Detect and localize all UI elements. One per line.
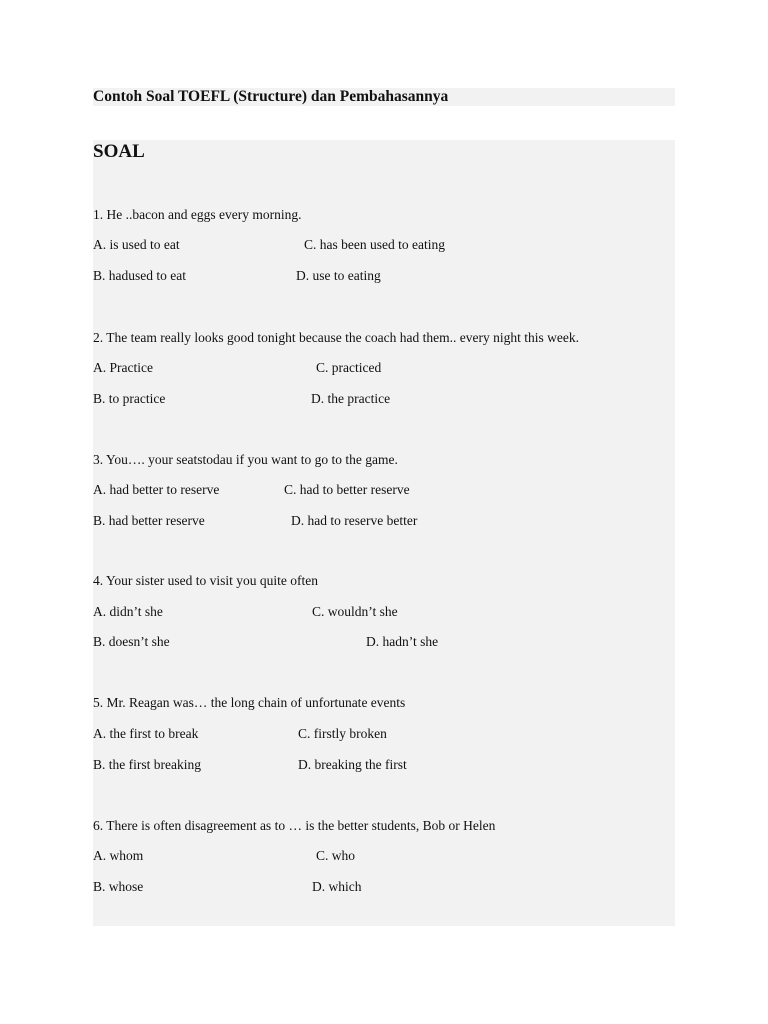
question-stem: 6. There is often disagreement as to … is the better students, Bob or Helen bbox=[93, 818, 496, 833]
option-a: A. had better to reserve bbox=[93, 482, 220, 497]
question-stem: 2. The team really looks good tonight because the coach had them.. every night this week. bbox=[93, 330, 579, 345]
option-a: A. whom bbox=[93, 848, 144, 863]
option-c: C. who bbox=[316, 848, 356, 863]
option-b: B. had better reserve bbox=[93, 513, 205, 528]
option-d: D. use to eating bbox=[296, 268, 381, 283]
option-b: B. doesn’t she bbox=[93, 634, 170, 649]
option-a: A. the first to break bbox=[93, 726, 199, 741]
option-b: B. hadused to eat bbox=[93, 268, 186, 283]
option-a: A. didn’t she bbox=[93, 604, 163, 619]
option-d: D. had to reserve better bbox=[291, 513, 418, 528]
question-stem: 3. You…. your seatstodau if you want to go to the game. bbox=[93, 452, 398, 467]
option-a: A. is used to eat bbox=[93, 237, 180, 252]
option-c: C. wouldn’t she bbox=[312, 604, 398, 619]
option-b: B. to practice bbox=[93, 391, 166, 406]
option-b: B. whose bbox=[93, 879, 144, 894]
question-stem: 5. Mr. Reagan was… the long chain of unfortunate events bbox=[93, 695, 406, 710]
option-d: D. hadn’t she bbox=[366, 634, 439, 649]
option-d: D. breaking the first bbox=[298, 757, 407, 772]
option-d: D. the practice bbox=[311, 391, 391, 406]
section-heading: SOAL bbox=[93, 141, 145, 162]
option-c: C. has been used to eating bbox=[304, 237, 445, 252]
content-panel bbox=[93, 140, 675, 926]
option-b: B. the first breaking bbox=[93, 757, 201, 772]
option-c: C. firstly broken bbox=[298, 726, 387, 741]
option-a: A. Practice bbox=[93, 360, 153, 375]
question-stem: 4. Your sister used to visit you quite often bbox=[93, 573, 318, 588]
option-c: C. had to better reserve bbox=[284, 482, 410, 497]
option-d: D. which bbox=[312, 879, 362, 894]
option-c: C. practiced bbox=[316, 360, 382, 375]
document-title: Contoh Soal TOEFL (Structure) dan Pembahasannya bbox=[93, 88, 449, 105]
question-stem: 1. He ..bacon and eggs every morning. bbox=[93, 207, 302, 222]
